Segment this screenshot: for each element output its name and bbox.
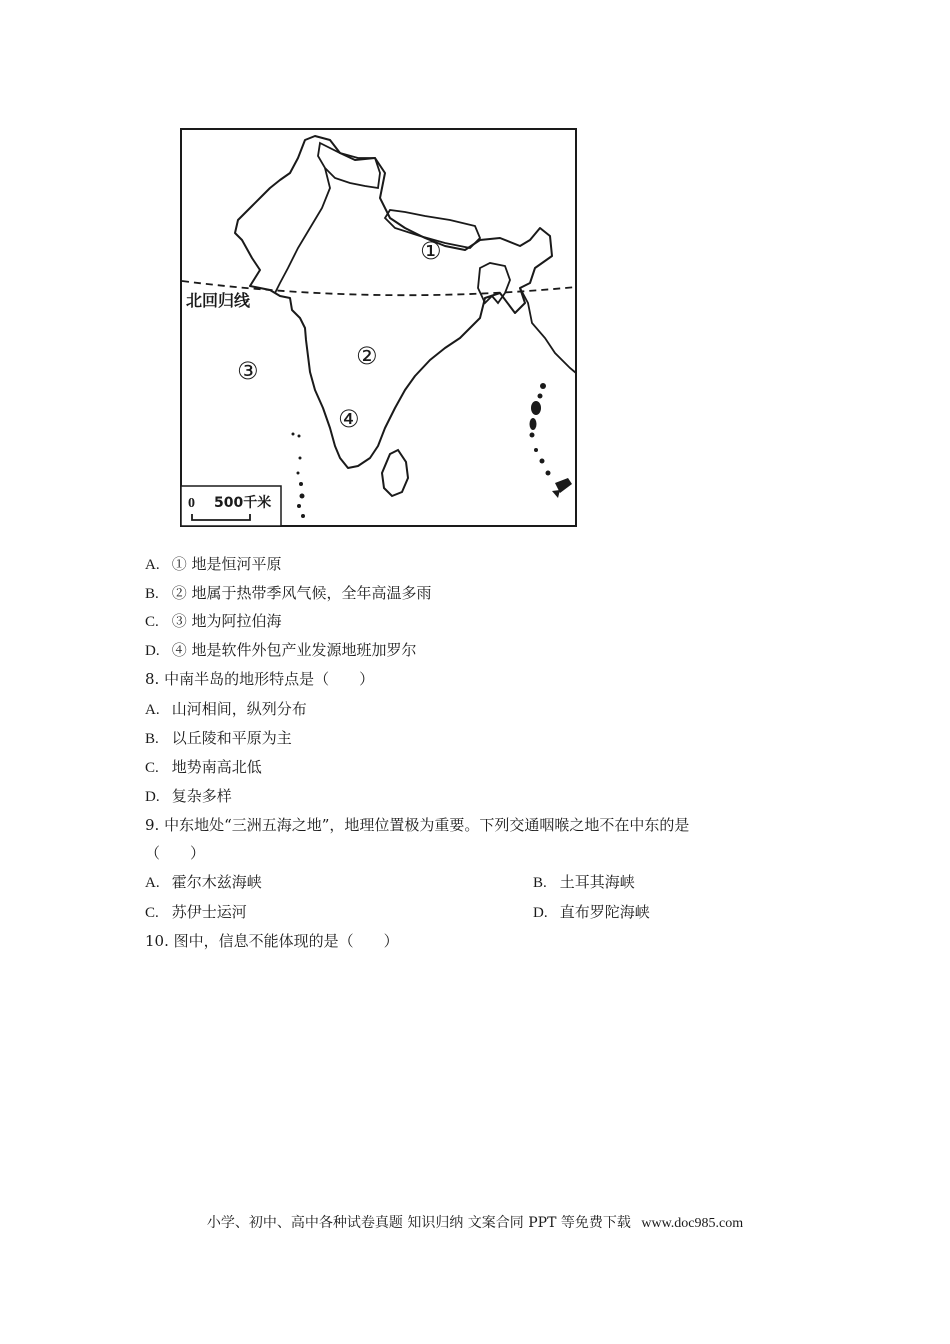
q9-option-d: D. 直布罗陀海峡 bbox=[533, 903, 650, 921]
page-footer bbox=[0, 1213, 950, 1234]
q7-option-d: D. ④ 地是软件外包产业发源地班加罗尔 bbox=[145, 641, 417, 659]
q8-option-c: C. 地势南高北低 bbox=[145, 758, 262, 776]
q10-stem: 10. 图中，信息不能体现的是（ ） bbox=[145, 932, 399, 950]
q7-option-a: A. ① 地是恒河平原 bbox=[145, 555, 282, 573]
q8-option-b: B. 以丘陵和平原为主 bbox=[145, 729, 292, 747]
q9-stem-line1: 9. 中东地处“三洲五海之地”，地理位置极为重要。下列交通咽喉之地不在中东的是 bbox=[145, 816, 690, 834]
q8-stem: 8. 中南半岛的地形特点是（ ） bbox=[145, 670, 375, 688]
marker-3: ③ bbox=[237, 357, 259, 385]
marker-4: ④ bbox=[338, 405, 360, 433]
footer-url[interactable]: www.doc985.com bbox=[641, 1216, 744, 1231]
tropic-label: 北回归线 bbox=[186, 291, 251, 310]
q7-option-b: B. ② 地属于热带季风气候，全年高温多雨 bbox=[145, 584, 432, 602]
q8-option-a: A. 山河相间，纵列分布 bbox=[145, 700, 307, 718]
marker-1: ① bbox=[420, 237, 442, 265]
q9-option-b: B. 土耳其海峡 bbox=[533, 873, 635, 891]
q9-option-a: A. 霍尔木兹海峡 bbox=[145, 873, 262, 891]
south-asia-map bbox=[180, 128, 577, 527]
q9-stem-line2: （ ） bbox=[145, 844, 206, 862]
footer-text: 小学、初中、高中各种试卷真题 知识归纳 文案合同 PPT 等免费下载 bbox=[206, 1215, 631, 1231]
marker-2: ② bbox=[356, 342, 378, 370]
scale-bar bbox=[181, 486, 281, 526]
q9-option-c: C. 苏伊士运河 bbox=[145, 903, 247, 921]
q8-option-d: D. 复杂多样 bbox=[145, 787, 232, 805]
scale-zero: 0 bbox=[188, 496, 195, 511]
q7-option-c: C. ③ 地为阿拉伯海 bbox=[145, 612, 282, 630]
scale-text: 500千米 bbox=[214, 495, 272, 511]
